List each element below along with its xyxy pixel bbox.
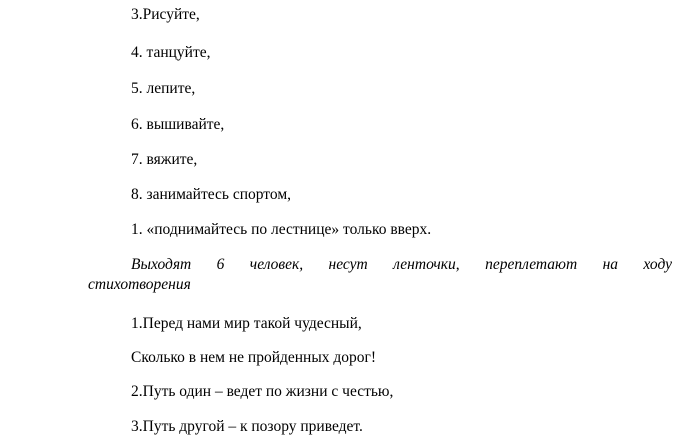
- stage-direction-line: стихотворения: [88, 276, 191, 293]
- list-item: 4. танцуйте,: [131, 44, 211, 61]
- list-item: 6. вышивайте,: [131, 116, 225, 133]
- list-item: 8. занимайтесь спортом,: [131, 186, 292, 203]
- poem-line: 2.Путь один – ведет по жизни с честью,: [131, 383, 394, 400]
- stage-direction: [88, 255, 672, 295]
- list-item: 5. лепите,: [131, 80, 196, 97]
- poem-line: 1.Перед нами мир такой чудесный,: [131, 315, 362, 332]
- poem-line: 3.Путь другой – к позору приведет.: [131, 418, 363, 435]
- list-item: 3.Рисуйте,: [131, 6, 200, 23]
- poem-line: Сколько в нем не пройденных дорог!: [131, 349, 377, 366]
- list-item: 7. вяжите,: [131, 151, 198, 168]
- list-item: 1. «поднимайтесь по лестнице» только вверх.: [131, 221, 432, 238]
- stage-direction-line: Выходят 6 человек, несут ленточки, переплетают на ходу: [131, 256, 672, 273]
